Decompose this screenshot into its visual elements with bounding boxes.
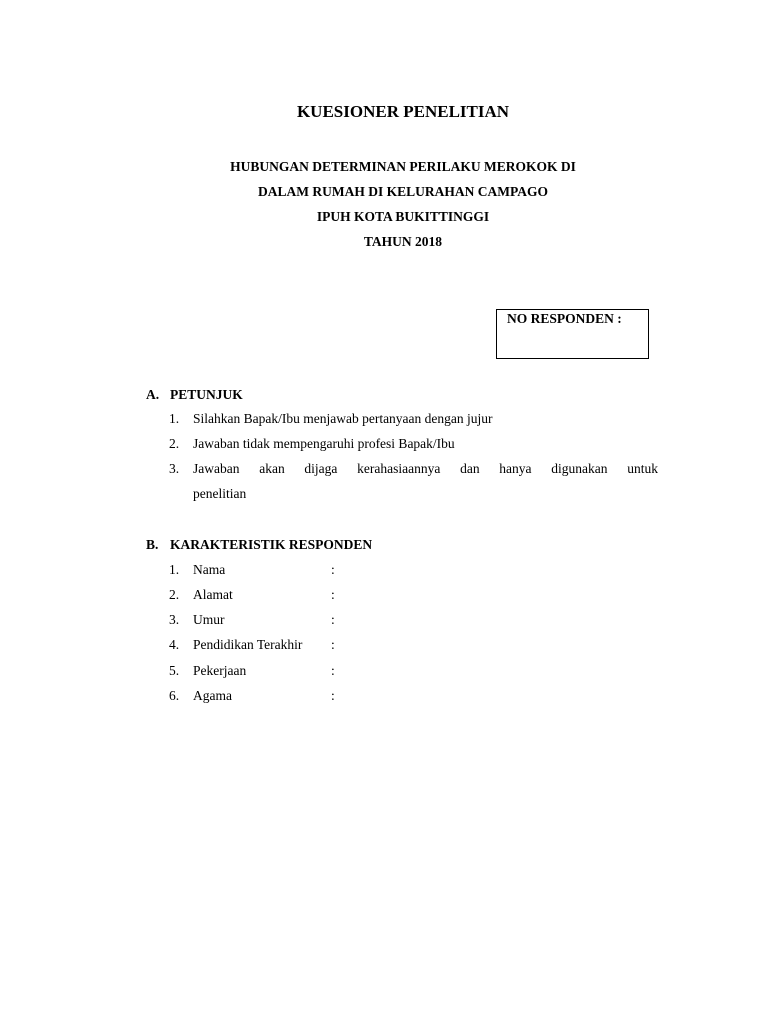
- respondent-number-label: NO RESPONDEN :: [507, 311, 622, 326]
- section-b-title: KARAKTERISTIK RESPONDEN: [170, 537, 373, 552]
- instruction-text: Silahkan Bapak/Ibu menjawab pertanyaan dengan jujur: [193, 411, 493, 426]
- field-colon: :: [331, 688, 335, 703]
- field-label: Umur: [193, 612, 225, 627]
- respondent-number-box[interactable]: [496, 309, 649, 359]
- instruction-number: 2.: [169, 436, 180, 451]
- instruction-text: Jawaban tidak mempengaruhi profesi Bapak/Ibu: [193, 436, 455, 451]
- field-number: 1.: [169, 562, 180, 577]
- subtitle-line-1: HUBUNGAN DETERMINAN PERILAKU MEROKOK DI: [230, 159, 576, 174]
- subtitle-line-4: TAHUN 2018: [363, 234, 443, 249]
- document-title: KUESIONER PENELITIAN: [296, 102, 510, 121]
- instruction-item-2: [169, 436, 455, 452]
- section-a-letter: A.: [146, 387, 160, 402]
- section-b-heading: [146, 537, 372, 553]
- section-a-title: PETUNJUK: [170, 387, 243, 402]
- field-label: Agama: [193, 688, 232, 703]
- respondent-field-age[interactable]: [169, 612, 335, 628]
- subtitle-line-3: IPUH KOTA BUKITTINGGI: [316, 209, 490, 224]
- section-a-heading: [146, 387, 243, 403]
- respondent-field-name[interactable]: [169, 562, 335, 578]
- respondent-field-address[interactable]: [169, 587, 335, 603]
- subtitle-line-2: DALAM RUMAH DI KELURAHAN CAMPAGO: [258, 184, 548, 199]
- instruction-item-3-text: Jawaban akan dijaga kerahasiaannya dan hanya digunakan untuk: [193, 461, 658, 476]
- section-b-letter: B.: [146, 537, 159, 552]
- field-number: 3.: [169, 612, 180, 627]
- respondent-field-religion[interactable]: [169, 688, 335, 704]
- instruction-number: 3.: [169, 461, 180, 476]
- field-colon: :: [331, 612, 335, 627]
- field-colon: :: [331, 587, 335, 602]
- field-colon: :: [331, 663, 335, 678]
- instruction-item-3-continuation: penelitian: [193, 486, 247, 501]
- instruction-item-1: [169, 411, 493, 427]
- field-colon: :: [331, 637, 335, 652]
- respondent-field-occupation[interactable]: [169, 663, 335, 679]
- respondent-field-education[interactable]: [169, 637, 335, 653]
- field-label: Pendidikan Terakhir: [193, 637, 303, 652]
- instruction-number: 1.: [169, 411, 180, 426]
- field-number: 4.: [169, 637, 180, 652]
- field-number: 2.: [169, 587, 180, 602]
- field-colon: :: [331, 562, 335, 577]
- field-label: Nama: [193, 562, 226, 577]
- field-number: 6.: [169, 688, 180, 703]
- field-number: 5.: [169, 663, 180, 678]
- field-label: Alamat: [193, 587, 233, 602]
- field-label: Pekerjaan: [193, 663, 247, 678]
